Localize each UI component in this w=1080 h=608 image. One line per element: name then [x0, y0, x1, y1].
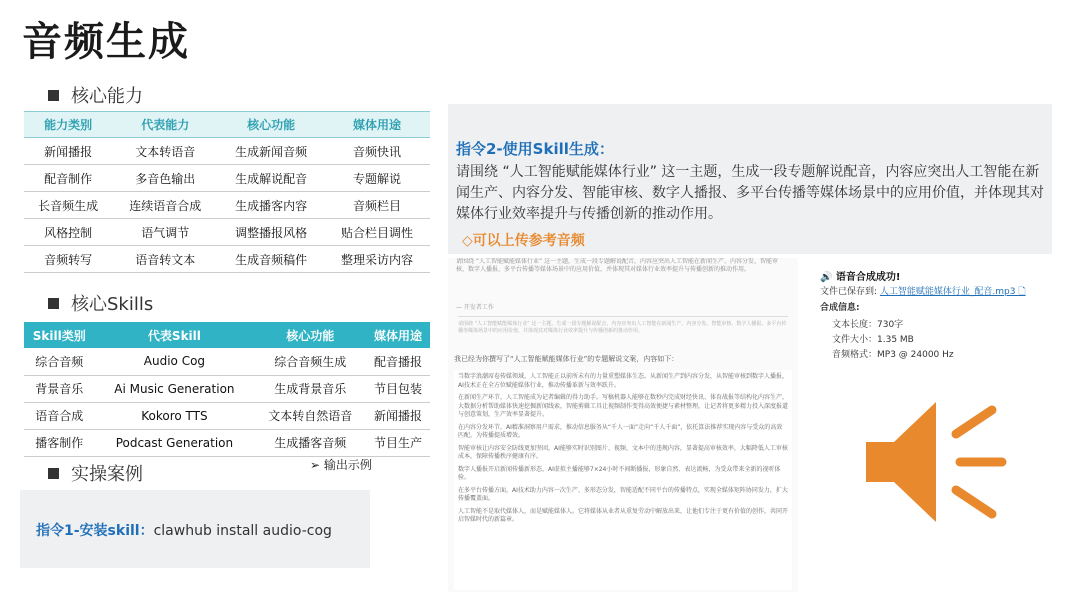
table-cell: 整理采访内容: [324, 246, 430, 273]
install-instruction-text: [36, 520, 332, 540]
skills-table: [24, 322, 430, 457]
table-header-row: [24, 112, 430, 138]
table-row: [24, 165, 430, 192]
synthesis-info-label: 合成信息:: [820, 303, 860, 313]
doc-paragraph: 智能审核让内容安全防线更加坚固，AI能够实时识别图片、视频、文本中的违规内容，显著提高审核效率，大幅降低人工审核成本，保障传播秩序健康有序。: [458, 444, 788, 460]
text-length-info: 文本长度：730字: [832, 320, 904, 330]
table-cell: Podcast Generation: [94, 429, 254, 456]
capabilities-table: [24, 111, 430, 273]
table-row: [24, 246, 430, 273]
table-cell: 配音播报: [366, 348, 430, 375]
table-cell: 节目生产: [366, 429, 430, 456]
table-header-cell: 核心功能: [254, 322, 366, 348]
doc-info-paragraph: 请围绕 “人工智能赋能媒体行业” 这一主题，生成一段专题解说配音，内容应突出人工智能在新闻生产、内容分发、智能审核、数字人播报、多平台传播等媒体场景中的应用价值，并体现其对媒体行业效率提升与传播创新的推动作用。: [458, 316, 788, 335]
table-cell: 语气调节: [112, 219, 218, 246]
doc-paragraph: 数字人播报开启新闻传播新形态，AI虚拟主播能够7×24小时不间断播报，形象自然、表达流畅，为受众带来全新的视听体验。: [458, 465, 781, 481]
file-size-info: 文件大小：1.35 MB: [832, 335, 914, 345]
page-title: 音频生成: [22, 19, 190, 65]
table-cell: 配音制作: [24, 165, 112, 192]
table-cell: 文本转语音: [112, 138, 218, 165]
synthesis-result-panel: [806, 262, 1054, 360]
table-cell: 节目包装: [366, 375, 430, 402]
bullet-square-icon: [48, 90, 59, 101]
instruction2-panel: [448, 104, 1052, 254]
table-cell: 调整播报风格: [218, 219, 324, 246]
table-cell: 语音转文本: [112, 246, 218, 273]
table-cell: 长音频生成: [24, 192, 112, 219]
bullet-square-icon: [48, 298, 59, 309]
audio-format-info: 音频格式：MP3 @ 24000 Hz: [832, 350, 954, 360]
table-cell: 音频栏目: [324, 192, 430, 219]
instruction2-heading: 指令2-使用Skill生成：: [456, 140, 614, 158]
doc-intro: 我已经为你撰写了“人工智能赋能媒体行业”的专题解说文案，内容如下：: [454, 355, 679, 363]
table-row: [24, 192, 430, 219]
table-cell: Audio Cog: [94, 348, 254, 375]
doc-paragraph: 人工智能不是取代媒体人，而是赋能媒体人。它将媒体从业者从重复劳动中解放出来，让他们专注于更有价值的创作，共同开启智媒时代的新篇章。: [458, 507, 789, 523]
install-label: 指令1-安装skill：: [36, 523, 154, 539]
doc-paragraph: 当数字浪潮席卷传媒领域，人工智能正以前所未有的力量重塑媒体生态。从新闻生产到内容分发，从智能审核到数字人播报，AI技术正在全方位赋能媒体行业，推动传播革新与效率跃升。: [458, 373, 789, 389]
speaker-volume-icon: [860, 392, 1010, 532]
doc-prompt-paragraph: 请围绕 “人工智能赋能媒体行业” 这一主题，生成一段专题解说配音，内容应突出人工智能在新闻生产、内容分发、智能审核、数字人播报、多平台传播等媒体场景中的应用价值，并体现其对媒体行业效率提升与传播创新的推动作用。: [456, 258, 779, 273]
synthesis-success-message: 🔊 语音合成成功!: [820, 272, 901, 283]
table-cell: 音频转写: [24, 246, 112, 273]
section-heading-practice: [48, 460, 143, 486]
table-cell: 生成新闻音频: [218, 138, 324, 165]
table-row: [24, 375, 430, 402]
file-saved-row: [820, 284, 1026, 300]
table-cell: 音频快讯: [324, 138, 430, 165]
audio-file-link[interactable]: 人工智能赋能媒体行业_配音.mp3 🗋: [879, 287, 1026, 297]
output-example-label: ➢ 输出示例: [310, 458, 372, 472]
table-cell: 新闻播报: [24, 138, 112, 165]
table-header-cell: Skill类别: [24, 322, 94, 348]
doc-paragraph: 在新闻生产环节，人工智能成为记者编辑的得力助手。写稿机器人能够在数秒内完成财经快讯、体育战报等结构化内容生产，大数据分析帮助媒体快速挖掘新闻线索，智能剪辑工具让视频制作变得高效便捷与素材整理，让记者将更多精力投入深度报道与创意策划，生产效率显著提升。: [458, 394, 789, 418]
table-row: [24, 138, 430, 165]
table-header-cell: 媒体用途: [324, 112, 430, 138]
table-row: [24, 429, 430, 456]
table-cell: 风格控制: [24, 219, 112, 246]
doc-paragraph: 在多平台传播方面，AI技术助力内容一次生产、多形态分发，智能适配不同平台的传播特点，实现全媒体矩阵协同发力，扩大传播覆盖面。: [458, 486, 788, 502]
table-cell: 生成播客音频: [254, 429, 366, 456]
table-cell: 专题解说: [324, 165, 430, 192]
file-saved-label: 文件已保存到:: [820, 287, 878, 297]
instruction2-body: 请围绕 “人工智能赋能媒体行业” 这一主题，生成一段专题解说配音，内容应突出人工智能在新闻生产、内容分发、智能审核、数字人播报、多平台传播等媒体场景中的应用价值，并体现其对媒体行业效率提升与传播创新的推动作用。: [456, 164, 1044, 222]
doc-author: — 开发者工作: [456, 304, 494, 311]
table-row: [24, 348, 430, 375]
table-header-row: [24, 322, 430, 348]
table-row: [24, 219, 430, 246]
bullet-square-icon: [48, 468, 59, 479]
install-command: clawhub install audio-cog: [153, 523, 332, 539]
section-heading-skills: [48, 290, 153, 316]
table-cell: 综合音频: [24, 348, 94, 375]
generated-script-document: [448, 258, 798, 592]
table-cell: 生成背景音乐: [254, 375, 366, 402]
table-header-cell: 代表能力: [112, 112, 218, 138]
table-cell: 新闻播报: [366, 402, 430, 429]
section-heading-label: 核心Skills: [71, 294, 154, 315]
table-header-cell: 能力类别: [24, 112, 112, 138]
table-cell: 生成解说配音: [218, 165, 324, 192]
table-cell: 播客制作: [24, 429, 94, 456]
table-cell: 连续语音合成: [112, 192, 218, 219]
doc-paragraph: 在内容分发环节，AI精准洞察用户需求，推动信息服务从“千人一面”走向“千人千面”，依托算法推荐实现内容与受众的高效匹配，为传播提质增效。: [458, 423, 783, 439]
section-heading-label: 核心能力: [71, 86, 143, 107]
table-cell: 生成音频稿件: [218, 246, 324, 273]
table-header-cell: 代表Skill: [94, 322, 254, 348]
table-cell: 语音合成: [24, 402, 94, 429]
table-row: [24, 402, 430, 429]
table-cell: 生成播客内容: [218, 192, 324, 219]
doc-script-card: [454, 370, 792, 590]
table-cell: 文本转自然语音: [254, 402, 366, 429]
section-heading-capabilities: [48, 82, 143, 108]
install-instruction-box: [20, 490, 370, 568]
table-cell: 贴合栏目调性: [324, 219, 430, 246]
table-cell: 背景音乐: [24, 375, 94, 402]
table-cell: Ai Music Generation: [94, 375, 254, 402]
table-cell: Kokoro TTS: [94, 402, 254, 429]
table-header-cell: 媒体用途: [366, 322, 430, 348]
table-cell: 多音色输出: [112, 165, 218, 192]
table-header-cell: 核心功能: [218, 112, 324, 138]
table-cell: 综合音频生成: [254, 348, 366, 375]
upload-reference-audio-hint: ◇可以上传参考音频: [462, 233, 585, 249]
section-heading-label: 实操案例: [71, 464, 143, 485]
